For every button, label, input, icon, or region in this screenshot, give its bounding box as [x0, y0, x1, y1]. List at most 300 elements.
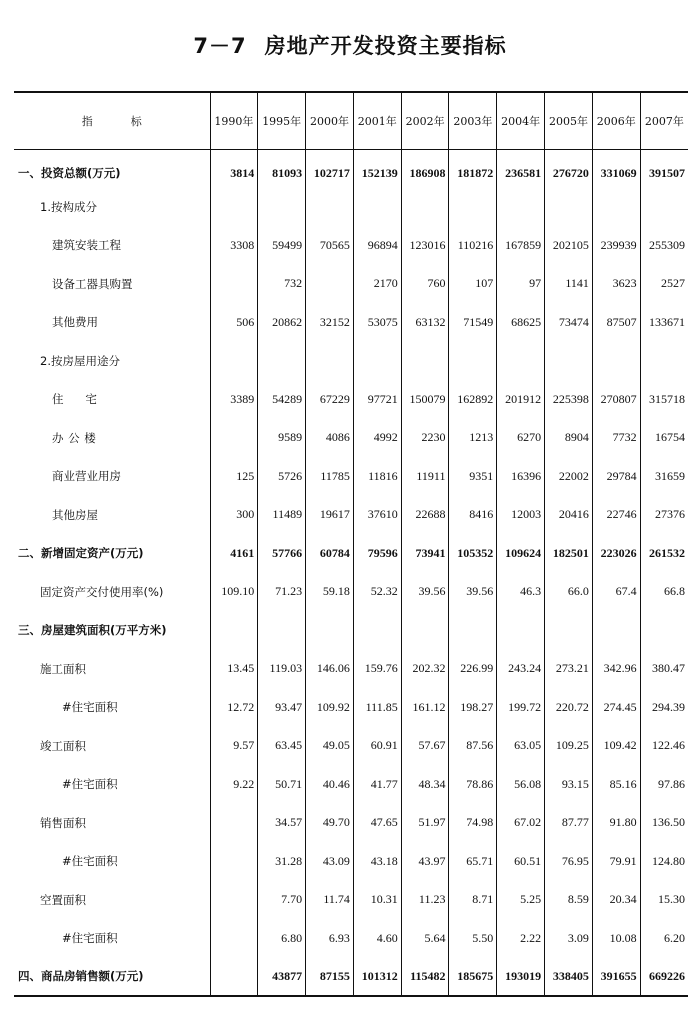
cell-value: 152139: [353, 149, 401, 188]
row-label: [14, 727, 210, 766]
row-label: [14, 265, 210, 304]
cell-value: 54289: [258, 380, 306, 419]
cell-value: 6.80: [258, 919, 306, 958]
cell-value: [497, 342, 545, 381]
row-label-text: 四、商品房销售额(万元): [18, 969, 144, 984]
row-label: [14, 958, 210, 997]
cell-value: 109.10: [210, 573, 258, 612]
row-label-text: 2.按房屋用途分: [40, 353, 120, 368]
cell-value: 226.99: [449, 650, 497, 689]
cell-value: 109.92: [306, 688, 354, 727]
cell-value: 506: [210, 303, 258, 342]
cell-value: [210, 265, 258, 304]
row-label-text: 住宅: [52, 392, 119, 407]
cell-value: 70565: [306, 226, 354, 265]
cell-value: 8904: [545, 419, 593, 458]
row-label-text: 建筑安装工程: [52, 238, 121, 253]
row-label-text: 其他房屋: [52, 507, 98, 522]
cell-value: [449, 188, 497, 227]
table-row: [14, 457, 688, 496]
header-year: 2004年: [497, 92, 545, 149]
table-title: 房地产开发投资主要指标: [264, 34, 507, 58]
cell-value: [306, 265, 354, 304]
row-label-text: #住宅面积: [62, 777, 118, 792]
cell-value: 315718: [640, 380, 688, 419]
table-row: [14, 727, 688, 766]
row-label-text: 二、新增固定资产(万元): [18, 546, 144, 561]
cell-value: 1141: [545, 265, 593, 304]
cell-value: 331069: [592, 149, 640, 188]
cell-value: 11489: [258, 496, 306, 535]
cell-value: 107: [449, 265, 497, 304]
row-label-text: #住宅面积: [62, 931, 118, 946]
cell-value: 13.45: [210, 650, 258, 689]
header-year: 1995年: [258, 92, 306, 149]
cell-value: [401, 611, 449, 650]
cell-value: 60.91: [353, 727, 401, 766]
indicator-table: [14, 91, 688, 997]
cell-value: 15.30: [640, 881, 688, 920]
table-row: [14, 188, 688, 227]
cell-value: 236581: [497, 149, 545, 188]
cell-value: [306, 188, 354, 227]
cell-value: [210, 611, 258, 650]
cell-value: 223026: [592, 534, 640, 573]
cell-value: 124.80: [640, 842, 688, 881]
cell-value: 9589: [258, 419, 306, 458]
table-row: [14, 496, 688, 535]
row-label-text: 空置面积: [40, 892, 86, 907]
cell-value: 4161: [210, 534, 258, 573]
table-row: [14, 804, 688, 843]
table-row: [14, 303, 688, 342]
cell-value: 11785: [306, 457, 354, 496]
cell-value: 79.91: [592, 842, 640, 881]
cell-value: 3308: [210, 226, 258, 265]
cell-value: 66.8: [640, 573, 688, 612]
cell-value: [640, 611, 688, 650]
row-label: [14, 804, 210, 843]
table-row: [14, 611, 688, 650]
cell-value: [210, 881, 258, 920]
cell-value: 71549: [449, 303, 497, 342]
header-indicator: 指标: [81, 114, 180, 128]
cell-value: [449, 611, 497, 650]
cell-value: 48.34: [401, 765, 449, 804]
cell-value: 243.24: [497, 650, 545, 689]
cell-value: 101312: [353, 958, 401, 997]
cell-value: 294.39: [640, 688, 688, 727]
cell-value: [640, 188, 688, 227]
header-year: 2006年: [592, 92, 640, 149]
table-number: 7－7: [193, 34, 247, 58]
cell-value: 78.86: [449, 765, 497, 804]
cell-value: 182501: [545, 534, 593, 573]
cell-value: 2230: [401, 419, 449, 458]
row-label: [14, 342, 210, 381]
row-label: [14, 881, 210, 920]
cell-value: 91.80: [592, 804, 640, 843]
cell-value: 276720: [545, 149, 593, 188]
cell-value: [401, 342, 449, 381]
cell-value: 19617: [306, 496, 354, 535]
cell-value: 43.09: [306, 842, 354, 881]
table-row: [14, 650, 688, 689]
table-row: [14, 380, 688, 419]
cell-value: 109.42: [592, 727, 640, 766]
cell-value: 2.22: [497, 919, 545, 958]
cell-value: [210, 804, 258, 843]
cell-value: 49.05: [306, 727, 354, 766]
cell-value: 2170: [353, 265, 401, 304]
header-year: 1990年: [210, 92, 258, 149]
row-label-text: #住宅面积: [62, 854, 118, 869]
row-label: [14, 303, 210, 342]
cell-value: 60784: [306, 534, 354, 573]
cell-value: 6270: [497, 419, 545, 458]
cell-value: 122.46: [640, 727, 688, 766]
cell-value: 239939: [592, 226, 640, 265]
cell-value: [306, 342, 354, 381]
table-row: [14, 688, 688, 727]
cell-value: 109.25: [545, 727, 593, 766]
row-label: [14, 149, 210, 188]
cell-value: 3623: [592, 265, 640, 304]
cell-value: 74.98: [449, 804, 497, 843]
cell-value: 7.70: [258, 881, 306, 920]
cell-value: 105352: [449, 534, 497, 573]
cell-value: 391507: [640, 149, 688, 188]
cell-value: 732: [258, 265, 306, 304]
row-label: [14, 688, 210, 727]
cell-value: 16754: [640, 419, 688, 458]
cell-value: 97: [497, 265, 545, 304]
cell-value: 87507: [592, 303, 640, 342]
cell-value: 6.20: [640, 919, 688, 958]
cell-value: 20862: [258, 303, 306, 342]
cell-value: 68625: [497, 303, 545, 342]
cell-value: 76.95: [545, 842, 593, 881]
cell-value: 53075: [353, 303, 401, 342]
row-label-text: 1.按构成分: [40, 199, 97, 214]
header-year: 2003年: [449, 92, 497, 149]
cell-value: 119.03: [258, 650, 306, 689]
cell-value: 50.71: [258, 765, 306, 804]
cell-value: 96894: [353, 226, 401, 265]
row-label-text: 一、投资总额(万元): [18, 166, 121, 180]
cell-value: 67.4: [592, 573, 640, 612]
cell-value: 47.65: [353, 804, 401, 843]
table-row: [14, 265, 688, 304]
cell-value: 201912: [497, 380, 545, 419]
row-label: [14, 457, 210, 496]
row-label: [14, 919, 210, 958]
table-row: [14, 919, 688, 958]
cell-value: [545, 188, 593, 227]
cell-value: 87155: [306, 958, 354, 997]
cell-value: 46.3: [497, 573, 545, 612]
cell-value: [210, 342, 258, 381]
cell-value: [640, 342, 688, 381]
cell-value: 8.59: [545, 881, 593, 920]
cell-value: 10.31: [353, 881, 401, 920]
cell-value: 37610: [353, 496, 401, 535]
cell-value: 29784: [592, 457, 640, 496]
table-row: [14, 149, 688, 188]
cell-value: 11.23: [401, 881, 449, 920]
cell-value: 5.25: [497, 881, 545, 920]
cell-value: 79596: [353, 534, 401, 573]
cell-value: 300: [210, 496, 258, 535]
cell-value: [210, 842, 258, 881]
cell-value: 760: [401, 265, 449, 304]
cell-value: 31659: [640, 457, 688, 496]
cell-value: 4.60: [353, 919, 401, 958]
cell-value: 56.08: [497, 765, 545, 804]
cell-value: [449, 342, 497, 381]
row-label: [14, 842, 210, 881]
table-row: [14, 958, 688, 997]
cell-value: 186908: [401, 149, 449, 188]
header-year: 2005年: [545, 92, 593, 149]
cell-value: 3814: [210, 149, 258, 188]
row-label-text: 三、房屋建筑面积(万平方米): [18, 623, 167, 638]
cell-value: 159.76: [353, 650, 401, 689]
cell-value: [497, 188, 545, 227]
header-year: 2002年: [401, 92, 449, 149]
row-label-text: 竣工面积: [40, 738, 86, 753]
table-row: [14, 534, 688, 573]
cell-value: 4992: [353, 419, 401, 458]
cell-value: 43.18: [353, 842, 401, 881]
cell-value: 39.56: [449, 573, 497, 612]
cell-value: 59499: [258, 226, 306, 265]
row-label-text: 施工面积: [40, 661, 86, 676]
cell-value: 11911: [401, 457, 449, 496]
cell-value: 41.77: [353, 765, 401, 804]
cell-value: 9.57: [210, 727, 258, 766]
row-label: [14, 534, 210, 573]
table-row: [14, 842, 688, 881]
row-label-text: 设备工器具购置: [52, 276, 133, 291]
row-label: [14, 226, 210, 265]
row-label-text: 商业营业用房: [52, 469, 121, 484]
cell-value: 49.70: [306, 804, 354, 843]
cell-value: 125: [210, 457, 258, 496]
cell-value: 59.18: [306, 573, 354, 612]
row-label: [14, 765, 210, 804]
cell-value: 136.50: [640, 804, 688, 843]
cell-value: 43877: [258, 958, 306, 997]
cell-value: 6.93: [306, 919, 354, 958]
cell-value: [353, 611, 401, 650]
cell-value: 63.05: [497, 727, 545, 766]
cell-value: 93.15: [545, 765, 593, 804]
cell-value: [258, 611, 306, 650]
row-label-text: 办公楼: [52, 430, 101, 445]
table-row: [14, 765, 688, 804]
cell-value: 9351: [449, 457, 497, 496]
cell-value: 161.12: [401, 688, 449, 727]
cell-value: [545, 611, 593, 650]
cell-value: [497, 611, 545, 650]
cell-value: 274.45: [592, 688, 640, 727]
cell-value: 109624: [497, 534, 545, 573]
cell-value: 71.23: [258, 573, 306, 612]
cell-value: 39.56: [401, 573, 449, 612]
row-label-text: #住宅面积: [62, 700, 118, 715]
row-label: [14, 611, 210, 650]
cell-value: 199.72: [497, 688, 545, 727]
cell-value: 110216: [449, 226, 497, 265]
cell-value: 16396: [497, 457, 545, 496]
cell-value: 22688: [401, 496, 449, 535]
header-year: 2000年: [306, 92, 354, 149]
cell-value: 5.64: [401, 919, 449, 958]
cell-value: 669226: [640, 958, 688, 997]
cell-value: [306, 611, 354, 650]
row-label: [14, 650, 210, 689]
header-row: [14, 92, 688, 149]
cell-value: 3389: [210, 380, 258, 419]
cell-value: 391655: [592, 958, 640, 997]
cell-value: 27376: [640, 496, 688, 535]
cell-value: [258, 188, 306, 227]
row-label-text: 其他费用: [52, 315, 98, 330]
cell-value: [592, 342, 640, 381]
header-year: 2007年: [640, 92, 688, 149]
cell-value: 225398: [545, 380, 593, 419]
row-label: [14, 573, 210, 612]
cell-value: [401, 188, 449, 227]
cell-value: 9.22: [210, 765, 258, 804]
header-year: 2001年: [353, 92, 401, 149]
cell-value: 4086: [306, 419, 354, 458]
table-row: [14, 881, 688, 920]
cell-value: 73941: [401, 534, 449, 573]
row-label: [14, 419, 210, 458]
cell-value: 97721: [353, 380, 401, 419]
row-label: [14, 496, 210, 535]
cell-value: 123016: [401, 226, 449, 265]
cell-value: 202.32: [401, 650, 449, 689]
row-label-text: 销售面积: [40, 815, 86, 830]
cell-value: 270807: [592, 380, 640, 419]
cell-value: 87.56: [449, 727, 497, 766]
cell-value: 115482: [401, 958, 449, 997]
cell-value: 380.47: [640, 650, 688, 689]
cell-value: 5.50: [449, 919, 497, 958]
cell-value: 8.71: [449, 881, 497, 920]
cell-value: [210, 419, 258, 458]
cell-value: 3.09: [545, 919, 593, 958]
cell-value: 150079: [401, 380, 449, 419]
cell-value: 10.08: [592, 919, 640, 958]
cell-value: 63.45: [258, 727, 306, 766]
cell-value: 1213: [449, 419, 497, 458]
cell-value: 11816: [353, 457, 401, 496]
cell-value: 81093: [258, 149, 306, 188]
cell-value: 133671: [640, 303, 688, 342]
cell-value: 73474: [545, 303, 593, 342]
cell-value: 2527: [640, 265, 688, 304]
cell-value: 193019: [497, 958, 545, 997]
cell-value: 51.97: [401, 804, 449, 843]
cell-value: [545, 342, 593, 381]
cell-value: 202105: [545, 226, 593, 265]
cell-value: 220.72: [545, 688, 593, 727]
row-label: [14, 188, 210, 227]
cell-value: 65.71: [449, 842, 497, 881]
cell-value: 60.51: [497, 842, 545, 881]
cell-value: 7732: [592, 419, 640, 458]
cell-value: [210, 919, 258, 958]
cell-value: [210, 958, 258, 997]
cell-value: 11.74: [306, 881, 354, 920]
row-label-text: 固定资产交付使用率(%): [40, 584, 164, 599]
cell-value: 43.97: [401, 842, 449, 881]
table-row: [14, 342, 688, 381]
cell-value: 57766: [258, 534, 306, 573]
cell-value: 12.72: [210, 688, 258, 727]
cell-value: 52.32: [353, 573, 401, 612]
table-body: [14, 149, 688, 996]
cell-value: 255309: [640, 226, 688, 265]
table-row: [14, 419, 688, 458]
table-row: [14, 226, 688, 265]
cell-value: 85.16: [592, 765, 640, 804]
cell-value: 162892: [449, 380, 497, 419]
cell-value: 67.02: [497, 804, 545, 843]
cell-value: 63132: [401, 303, 449, 342]
cell-value: 87.77: [545, 804, 593, 843]
cell-value: 198.27: [449, 688, 497, 727]
cell-value: 66.0: [545, 573, 593, 612]
cell-value: [592, 611, 640, 650]
cell-value: 20.34: [592, 881, 640, 920]
cell-value: [592, 188, 640, 227]
cell-value: 8416: [449, 496, 497, 535]
cell-value: 261532: [640, 534, 688, 573]
cell-value: 40.46: [306, 765, 354, 804]
cell-value: 97.86: [640, 765, 688, 804]
cell-value: [210, 188, 258, 227]
cell-value: 273.21: [545, 650, 593, 689]
cell-value: 57.67: [401, 727, 449, 766]
cell-value: 34.57: [258, 804, 306, 843]
cell-value: 185675: [449, 958, 497, 997]
cell-value: 93.47: [258, 688, 306, 727]
cell-value: 102717: [306, 149, 354, 188]
cell-value: 12003: [497, 496, 545, 535]
cell-value: 338405: [545, 958, 593, 997]
cell-value: [353, 188, 401, 227]
cell-value: 20416: [545, 496, 593, 535]
cell-value: 146.06: [306, 650, 354, 689]
cell-value: 111.85: [353, 688, 401, 727]
cell-value: 167859: [497, 226, 545, 265]
cell-value: 22746: [592, 496, 640, 535]
cell-value: 181872: [449, 149, 497, 188]
cell-value: 31.28: [258, 842, 306, 881]
cell-value: 32152: [306, 303, 354, 342]
cell-value: 67229: [306, 380, 354, 419]
cell-value: 342.96: [592, 650, 640, 689]
cell-value: [258, 342, 306, 381]
cell-value: 22002: [545, 457, 593, 496]
row-label: [14, 380, 210, 419]
table-row: [14, 573, 688, 612]
